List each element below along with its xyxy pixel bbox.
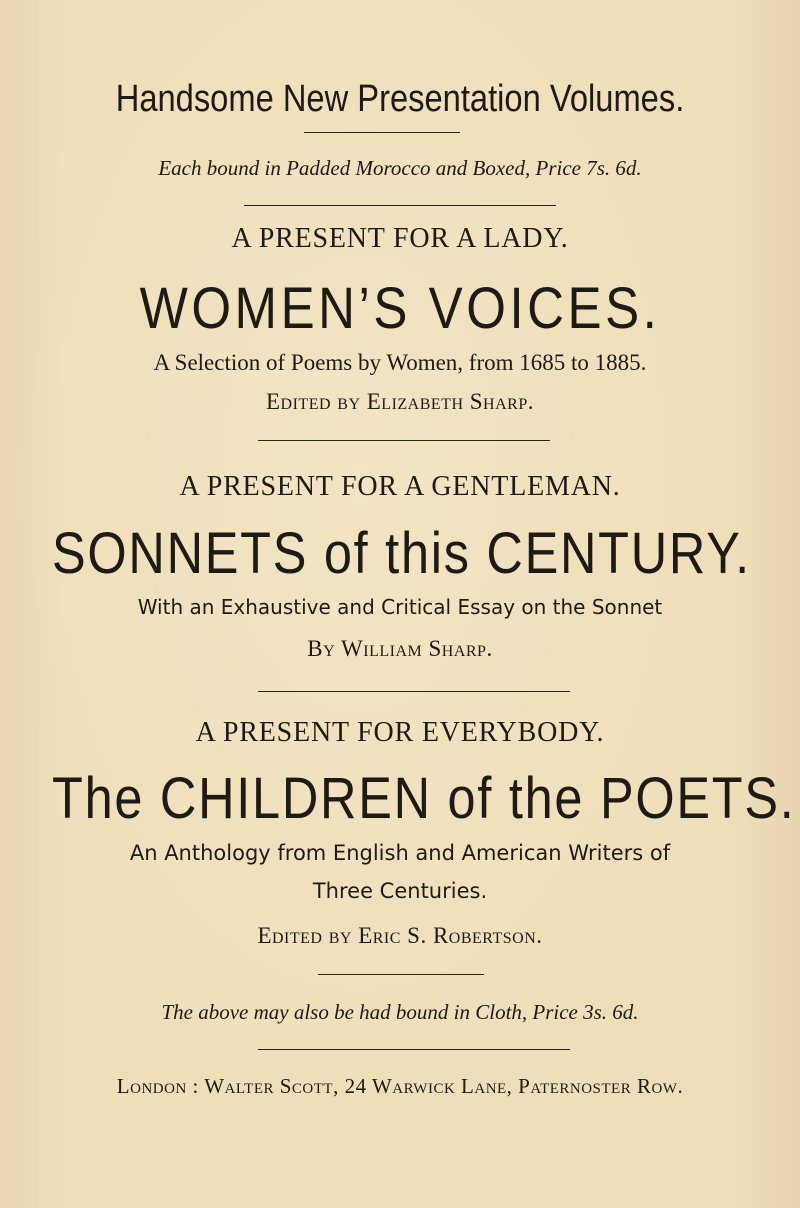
book-3-audience: A PRESENT FOR EVERYBODY.: [195, 717, 605, 748]
book-1-title: WOMEN’S VOICES.: [139, 276, 661, 341]
cloth-note: The above may also be had bound in Cloth, Price 3s. 6d.: [161, 1000, 639, 1024]
book-3-title: The CHILDREN of the POETS.: [52, 766, 796, 831]
book-2-audience: A PRESENT FOR A GENTLEMAN.: [179, 471, 621, 502]
binding-note: Each bound in Padded Morocco and Boxed, Price 7s. 6d.: [158, 156, 642, 180]
rule-before-third-book: [258, 691, 570, 692]
book-1-audience: A PRESENT FOR A LADY.: [231, 223, 569, 254]
book-3-editor: Edited by Eric S. Robertson.: [257, 923, 543, 948]
book-1-editor: Edited by Elizabeth Sharp.: [266, 389, 534, 414]
publisher-line: London : Walter Scott, 24 Warwick Lane, Paternoster Row.: [116, 1074, 684, 1098]
page-heading: Handsome New Presentation Volumes.: [115, 78, 685, 120]
book-3-description-line-1: An Anthology from English and American Writers of: [129, 841, 671, 865]
rule-before-first-book: [244, 205, 556, 206]
book-3-description-line-2: Three Centuries.: [312, 879, 488, 903]
rule-under-heading: [304, 132, 460, 133]
book-2-editor: By William Sharp.: [307, 636, 493, 661]
book-2-description: With an Exhaustive and Critical Essay on the Sonnet: [137, 595, 663, 619]
book-2-title: SONNETS of this CENTURY.: [52, 521, 751, 586]
book-1-description: A Selection of Poems by Women, from 1685 to 1885.: [153, 350, 647, 375]
rule-before-cloth-note: [318, 974, 484, 975]
rule-before-second-book: [258, 440, 550, 441]
rule-before-publisher: [258, 1049, 570, 1050]
